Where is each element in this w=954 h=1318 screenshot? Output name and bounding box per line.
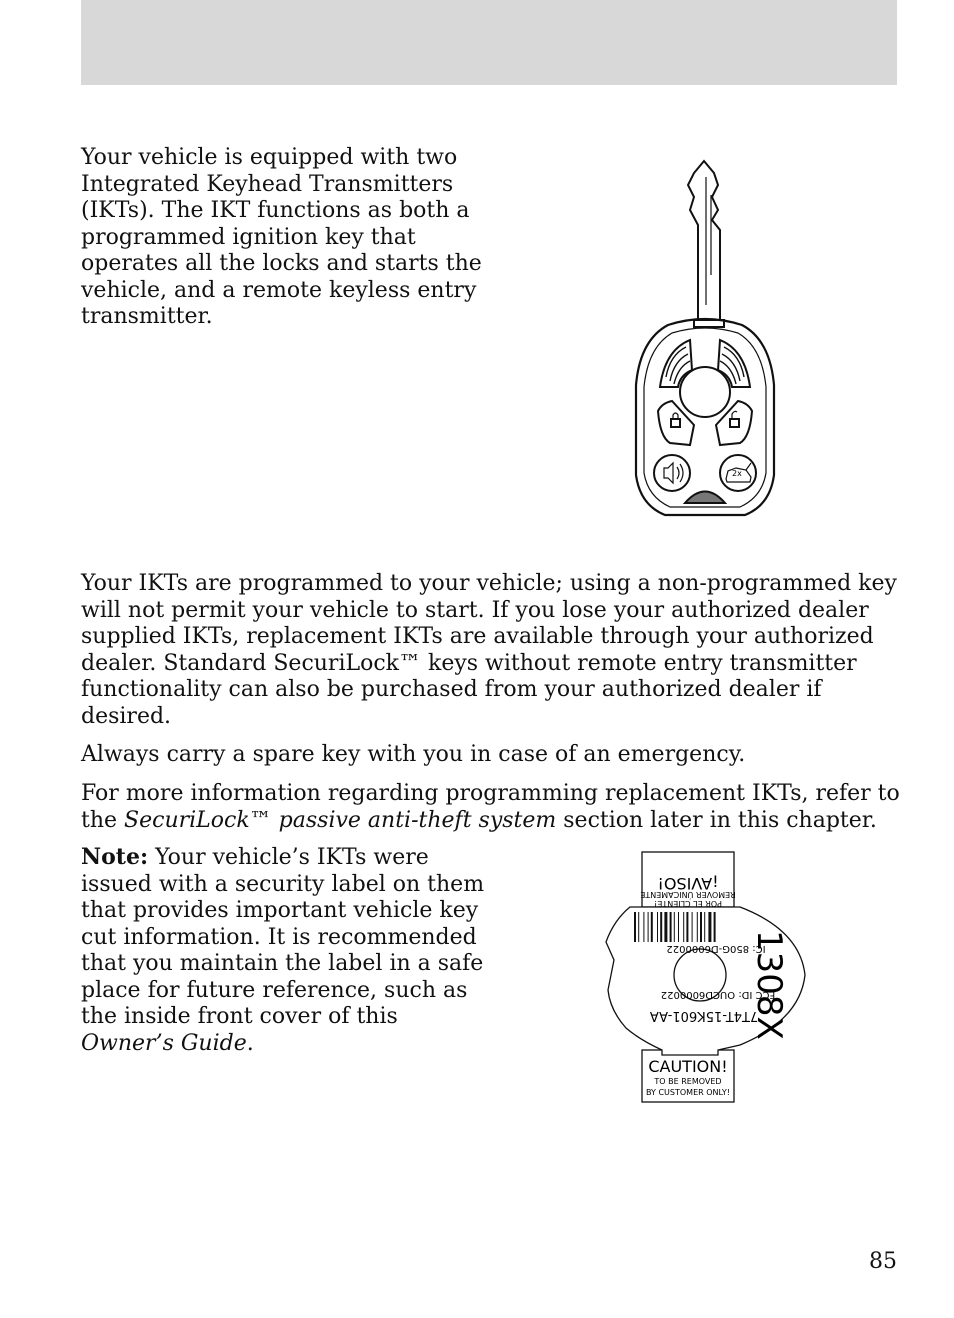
aviso-line-1: REMOVER ÚNICAMENTE [640, 890, 736, 899]
barcode-bar [700, 912, 702, 942]
page-number: 85 [869, 1249, 897, 1274]
owners-guide-reference: Owner’s Guide [81, 1030, 247, 1056]
security-label-illustration [600, 850, 810, 1105]
barcode-bar [697, 912, 698, 942]
aviso-line-2: POR EL CLIENTE! [654, 899, 722, 908]
barcode-bar [643, 912, 644, 942]
barcode-bar [674, 912, 675, 942]
caution-line-2: BY CUSTOMER ONLY! [645, 1088, 731, 1097]
caution-title: CAUTION! [648, 1057, 728, 1076]
barcode-bar [660, 912, 662, 942]
note-paragraph: Note: Your vehicle’s IKTs were issued with a security label on them that provides important vehicle key cut information. It is recommended that you maintain the label in a safe place for future reference, such as the inside front cover of this Owner’s Guide. [81, 844, 485, 1056]
integrated-keyhead-transmitter-illustration [620, 155, 790, 525]
note-label: Note: [81, 844, 149, 870]
ic-code: IC: 850G-D6000022 [666, 943, 766, 954]
barcode-bar [648, 912, 649, 942]
barcode-bar [664, 912, 667, 942]
barcode-bar [704, 912, 705, 942]
barcode-bar [686, 912, 688, 942]
key-code: 1308X [749, 930, 789, 1040]
aviso-title: ¡AVISO! [657, 874, 719, 893]
trunk-button-label: 2x [732, 469, 742, 478]
programming-paragraph: Your IKTs are programmed to your vehicle; using a non-programmed key will not permit your vehicle to start. If you lose your authorized dealer supplied IKTs, replacement IKTs are available through your authorized dealer. Standard SecuriLock™ keys without remote entry transmitter functionality can also be purchased from your authorized dealer if desired. [81, 571, 897, 729]
barcode-bar [634, 912, 636, 942]
barcode-bar [670, 912, 672, 942]
barcode-bar [708, 912, 711, 942]
barcode-bar [683, 912, 684, 942]
barcode-bar [657, 912, 658, 942]
securilock-reference: SecuriLock™ passive anti-theft system [124, 807, 557, 833]
key-blade [688, 161, 720, 320]
caution-line-1: TO BE REMOVED [654, 1077, 722, 1086]
spare-key-paragraph: Always carry a spare key with you in case of an emergency. [81, 742, 746, 767]
barcode-bar [678, 912, 679, 942]
remote-start-button [718, 340, 750, 387]
part-number: 7T4T-15K601-AA [649, 1008, 759, 1023]
lock-button [658, 401, 694, 445]
barcode-bar [714, 912, 716, 942]
barcode-bar [638, 912, 639, 942]
header-bar [81, 0, 897, 85]
barcode-bar [651, 912, 653, 942]
intro-paragraph: Your vehicle is equipped with two Integrated Keyhead Transmitters (IKTs). The IKT functions as both a programmed ignition key that operates all the locks and starts the vehicle, and a remote keyless entry transmitter. [81, 145, 482, 329]
more-information-paragraph: For more information regarding programming replacement IKTs, refer to the SecuriLock™ passive anti-theft system section later in this chapter. [81, 781, 900, 833]
unlock-button [716, 401, 752, 445]
led-indicator [685, 492, 725, 504]
fcc-code: FCC ID: OUCD6000022 [660, 989, 776, 1000]
panic-button [660, 340, 692, 387]
panic-horn-button [654, 455, 690, 491]
barcode-bar [692, 912, 693, 942]
